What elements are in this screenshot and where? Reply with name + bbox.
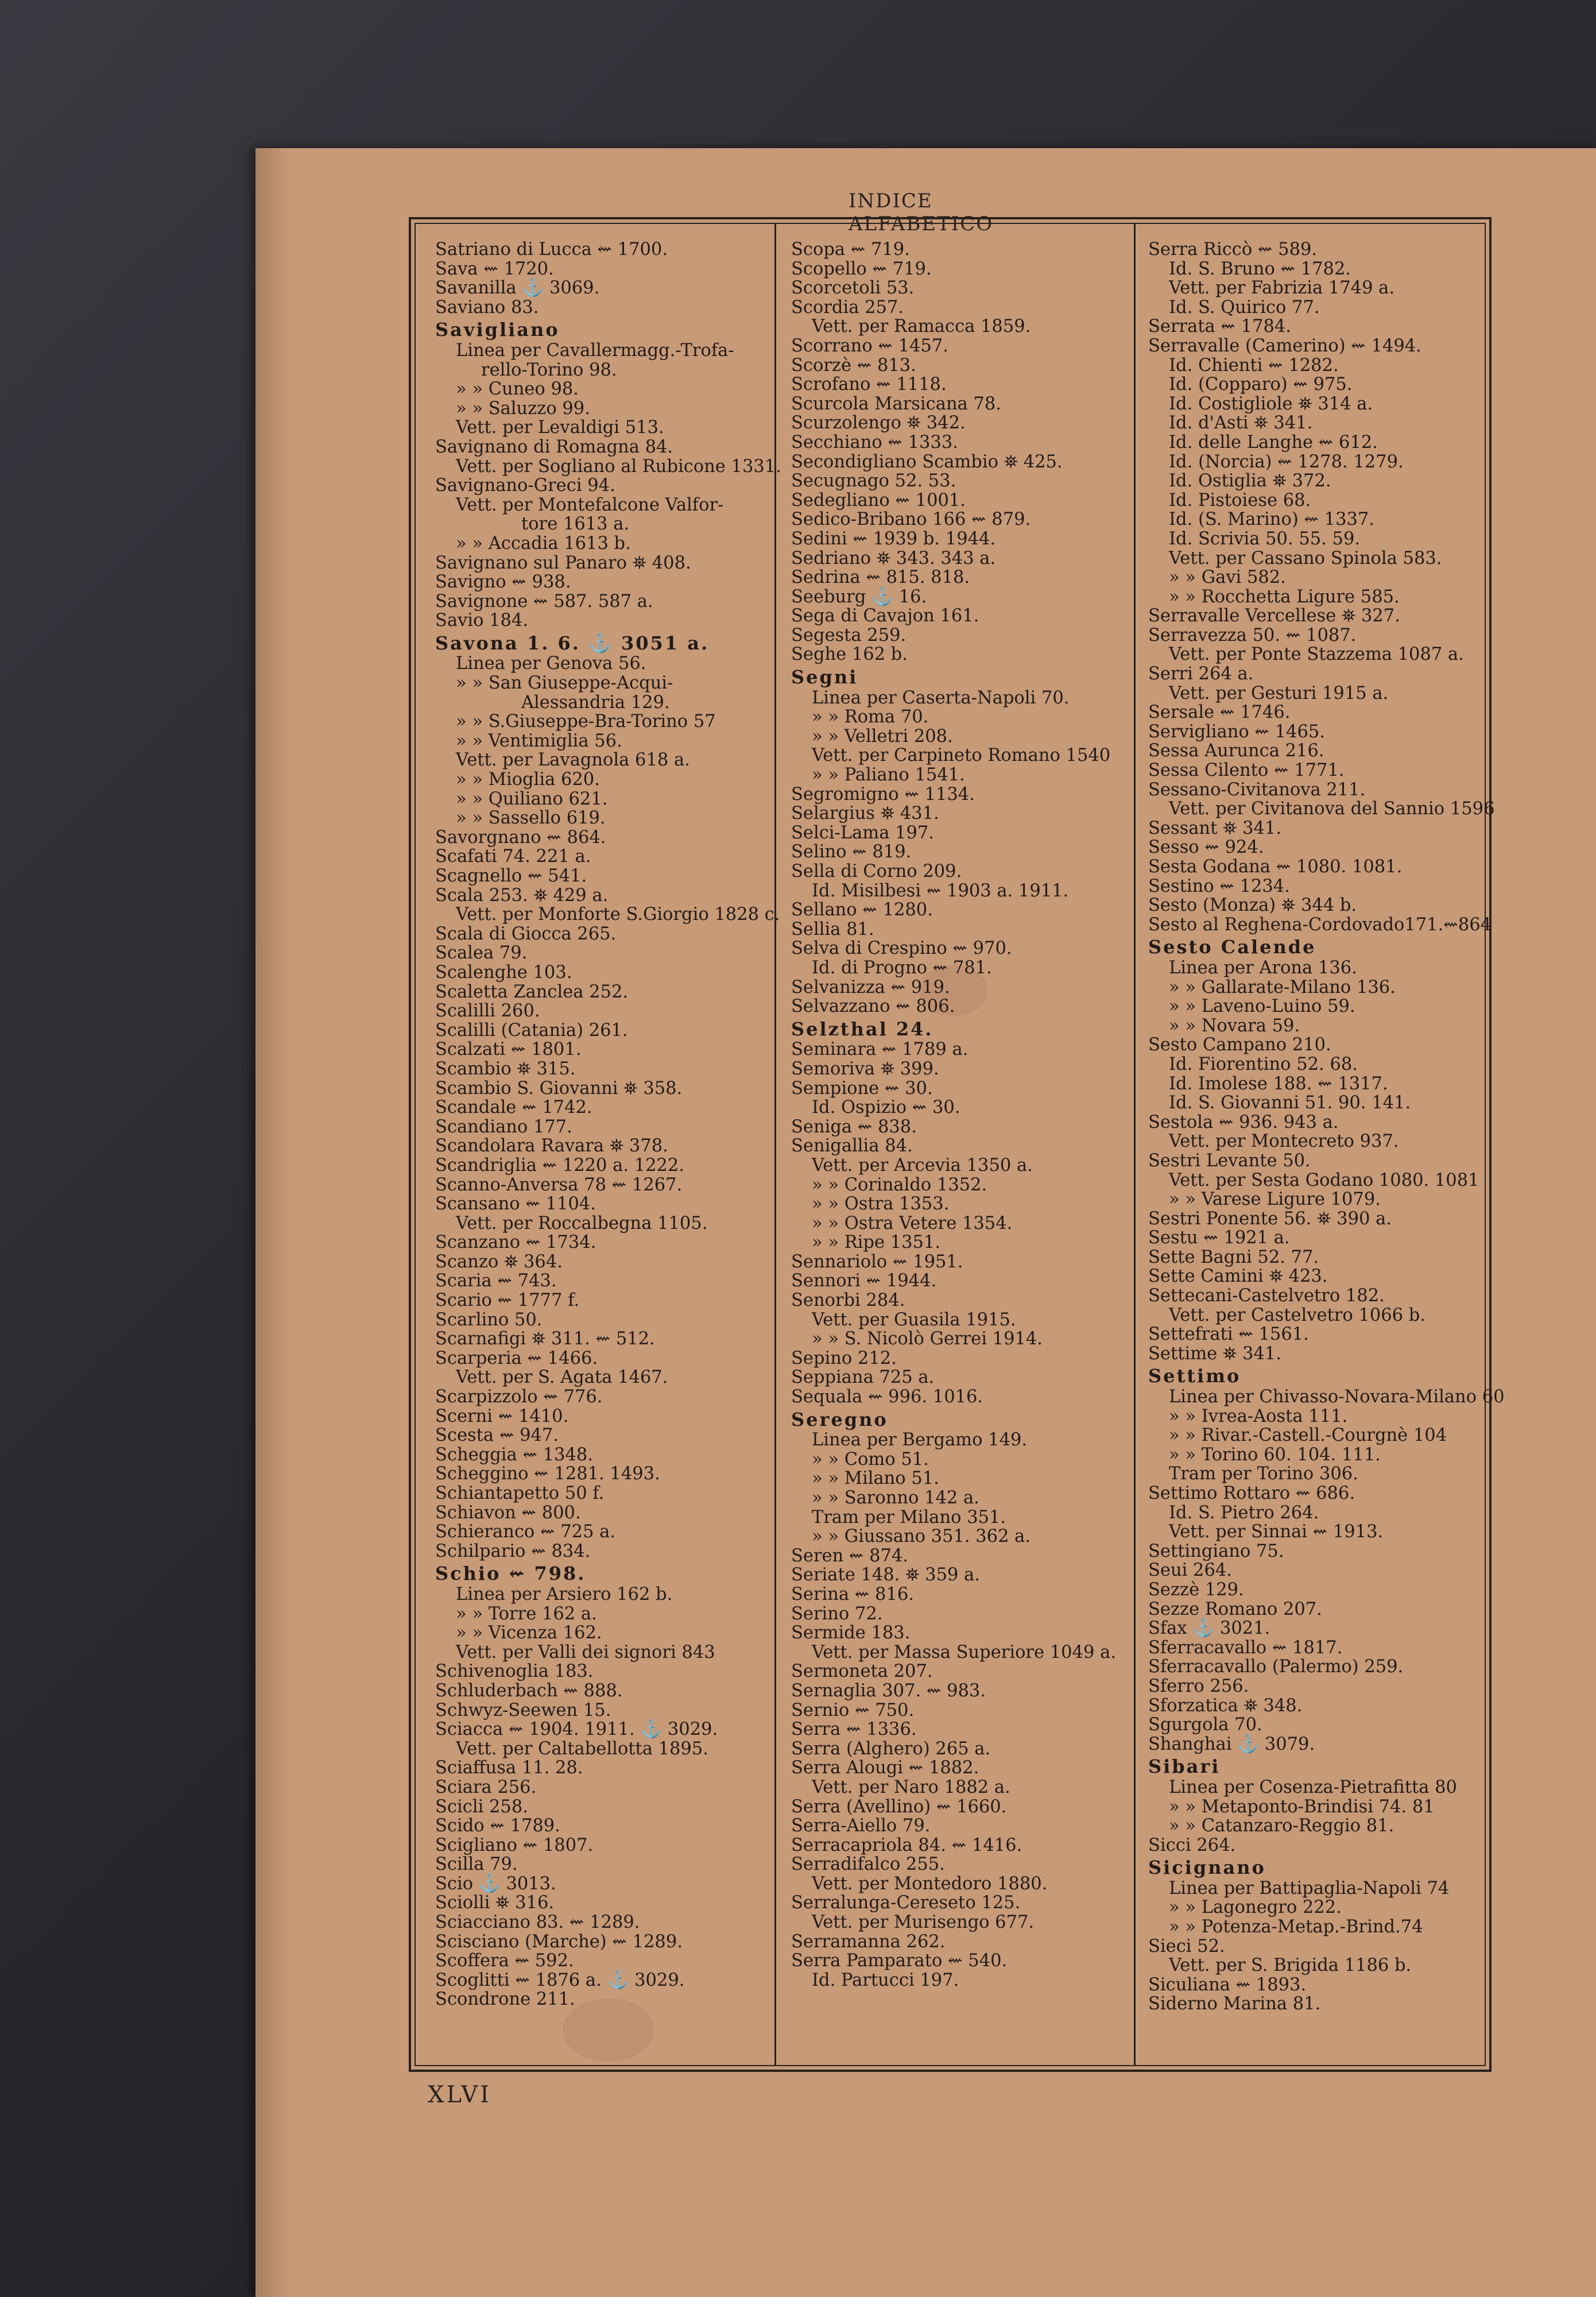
- index-entry: Serra-Aiello 79.: [791, 1816, 931, 1836]
- index-entry: Sieci 52.: [1148, 1936, 1225, 1956]
- index-entry: Sersale ⇜ 1746.: [1148, 702, 1291, 723]
- index-entry: Serina ⇜ 816.: [791, 1584, 914, 1604]
- index-entry: Sennariolo ⇜ 1951.: [791, 1251, 963, 1272]
- index-heading: Savona 1. 6. ⚓ 3051 a.: [435, 632, 710, 654]
- index-entry: Selci-Lama 197.: [791, 822, 934, 843]
- index-entry: Sedegliano ⇜ 1001.: [791, 490, 966, 511]
- index-entry: Sesto al Reghena-Cordovado171.⇜864: [1148, 914, 1492, 935]
- index-entry: Vett. per S. Agata 1467.: [456, 1367, 668, 1388]
- index-entry: Vett. per Montefalcone Valfor-: [456, 494, 724, 515]
- index-entry: Scandriglia ⇜ 1220 a. 1222.: [435, 1155, 685, 1175]
- index-entry: Secchiano ⇜ 1333.: [791, 432, 958, 453]
- index-entry: Sedico-Bribano 166 ⇜ 879.: [791, 509, 1031, 530]
- index-entry: Senorbi 284.: [791, 1290, 905, 1311]
- index-entry: Scorrano ⇜ 1457.: [791, 335, 948, 356]
- index-entry: Sciara 256.: [435, 1777, 537, 1797]
- index-entry: Sennori ⇜ 1944.: [791, 1271, 937, 1291]
- index-entry: Savigno ⇜ 938.: [435, 572, 571, 593]
- index-entry: Alessandria 129.: [521, 692, 670, 713]
- index-entry: Scarnafigi ⛯ 311. ⇜ 512.: [435, 1329, 655, 1349]
- index-entry: Id. S. Quirico 77.: [1169, 297, 1320, 318]
- index-entry: » » Quiliano 621.: [456, 788, 608, 809]
- index-entry: Scandiano 177.: [435, 1116, 572, 1137]
- index-entry: Sestri Levante 50.: [1148, 1150, 1311, 1171]
- index-entry: Seminara ⇜ 1789 a.: [791, 1039, 969, 1060]
- index-entry: » » S. Nicolò Gerrei 1914.: [812, 1329, 1043, 1349]
- index-entry: Scaria ⇜ 743.: [435, 1271, 557, 1291]
- index-entry: » » Velletri 208.: [812, 726, 953, 747]
- index-entry: Vett. per Ponte Stazzema 1087 a.: [1169, 644, 1464, 665]
- index-entry: Vett. per Sesta Godano 1080. 1081: [1169, 1170, 1479, 1190]
- index-entry: Id. Costigliole ⛯ 314 a.: [1169, 393, 1373, 414]
- index-entry: » » Ventimiglia 56.: [456, 730, 622, 751]
- index-entry: Sestino ⇜ 1234.: [1148, 876, 1290, 896]
- index-entry: Sgurgola 70.: [1148, 1715, 1262, 1735]
- index-entry: Sezzè 129.: [1148, 1579, 1244, 1600]
- index-entry: Linea per Cosenza-Pietrafitta 80: [1169, 1777, 1457, 1797]
- page-header: INDICE ALFABETICO: [849, 190, 994, 235]
- index-entry: » » Ostra 1353.: [812, 1194, 950, 1215]
- index-entry: Selino ⇜ 819.: [791, 842, 912, 863]
- index-entry: Id. Misilbesi ⇜ 1903 a. 1911.: [812, 880, 1069, 901]
- index-entry: Sesta Godana ⇜ 1080. 1081.: [1148, 857, 1403, 877]
- index-entry: Vett. per Carpineto Romano 1540: [812, 745, 1111, 766]
- index-entry: Vett. per Massa Superiore 1049 a.: [812, 1642, 1116, 1662]
- index-entry: » » Saluzzo 99.: [456, 398, 590, 419]
- column-rule-2: [1134, 223, 1136, 2066]
- index-entry: » » Saronno 142 a.: [812, 1488, 979, 1508]
- index-entry: Sette Camini ⛯ 423.: [1148, 1266, 1328, 1287]
- index-entry: » » Cuneo 98.: [456, 379, 579, 400]
- index-entry: Savignone ⇜ 587. 587 a.: [435, 591, 653, 612]
- index-entry: » » Rivar.-Castell.-Courgnè 104: [1169, 1425, 1447, 1446]
- index-entry: Id. S. Giovanni 51. 90. 141.: [1169, 1093, 1411, 1113]
- index-entry: rello-Torino 98.: [481, 359, 617, 380]
- index-entry: Serracapriola 84. ⇜ 1416.: [791, 1835, 1022, 1855]
- page-number: XLVI: [428, 2082, 491, 2108]
- index-entry: Scorcetoli 53.: [791, 278, 915, 299]
- index-entry: Vett. per S. Brigida 1186 b.: [1169, 1955, 1412, 1976]
- index-entry: Sezze Romano 207.: [1148, 1599, 1322, 1619]
- index-entry: Sciaffusa 11. 28.: [435, 1758, 583, 1778]
- index-entry: Vett. per Sinnai ⇜ 1913.: [1169, 1522, 1384, 1542]
- index-entry: Scaletta Zanclea 252.: [435, 981, 629, 1002]
- index-entry: Id. Partucci 197.: [812, 1970, 959, 1990]
- index-entry: Seghe 162 b.: [791, 644, 908, 665]
- index-entry: Id. (Copparo) ⇜ 975.: [1169, 374, 1353, 395]
- index-entry: » » Gallarate-Milano 136.: [1169, 977, 1396, 997]
- index-entry: Schiavon ⇜ 800.: [435, 1502, 581, 1523]
- index-entry: Scido ⇜ 1789.: [435, 1816, 560, 1836]
- index-entry: Tram per Torino 306.: [1169, 1464, 1358, 1484]
- index-entry: Scerni ⇜ 1410.: [435, 1406, 569, 1426]
- index-entry: Sestu ⇜ 1921 a.: [1148, 1228, 1290, 1248]
- index-entry: Sfax ⚓ 3021.: [1148, 1618, 1270, 1639]
- index-entry: Secugnago 52. 53.: [791, 471, 956, 492]
- index-entry: Tram per Milano 351.: [812, 1507, 1006, 1528]
- index-entry: Sedriano ⛯ 343. 343 a.: [791, 548, 996, 569]
- index-entry: Scilla 79.: [435, 1854, 518, 1875]
- index-entry: Sernio ⇜ 750.: [791, 1700, 915, 1720]
- index-entry: Sernaglia 307. ⇜ 983.: [791, 1680, 986, 1701]
- index-entry: Scalenghe 103.: [435, 962, 572, 983]
- index-entry: Scanzano ⇜ 1734.: [435, 1232, 596, 1253]
- index-entry: Vett. per Lavagnola 618 a.: [456, 750, 690, 771]
- index-entry: Sessa Aurunca 216.: [1148, 741, 1324, 761]
- index-entry: Sermide 183.: [791, 1623, 911, 1644]
- index-entry: » » Novara 59.: [1169, 1015, 1300, 1036]
- index-entry: Sciolli ⛯ 316.: [435, 1893, 555, 1913]
- index-entry: Sempione ⇜ 30.: [791, 1078, 933, 1099]
- index-entry: » » Roma 70.: [812, 707, 929, 728]
- index-entry: Id. Ospizio ⇜ 30.: [812, 1097, 960, 1118]
- index-entry: Serradifalco 255.: [791, 1854, 945, 1875]
- index-entry: Vett. per Montecreto 937.: [1169, 1131, 1399, 1152]
- index-entry: Scarperia ⇜ 1466.: [435, 1348, 598, 1368]
- index-entry: Shanghai ⚓ 3079.: [1148, 1734, 1315, 1754]
- index-entry: » » Potenza-Metap.-Brind.74: [1169, 1917, 1423, 1938]
- index-entry: Id. (Norcia) ⇜ 1278. 1279.: [1169, 451, 1404, 472]
- index-entry: » » Como 51.: [812, 1449, 929, 1470]
- index-heading: Settimo: [1148, 1365, 1241, 1387]
- index-entry: Segesta 259.: [791, 625, 907, 645]
- index-entry: Scandale ⇜ 1742.: [435, 1097, 592, 1118]
- index-entry: Scesta ⇜ 947.: [435, 1425, 559, 1446]
- index-entry: Schiantapetto 50 f.: [435, 1483, 605, 1503]
- index-entry: Sedrina ⇜ 815. 818.: [791, 567, 970, 588]
- index-entry: Serralunga-Cereseto 125.: [791, 1893, 1021, 1913]
- index-entry: Id. Fiorentino 52. 68.: [1169, 1054, 1358, 1074]
- index-entry: Siderno Marina 81.: [1148, 1994, 1321, 2014]
- index-entry: Sellano ⇜ 1280.: [791, 900, 933, 921]
- page-gutter-shadow: [255, 148, 290, 2297]
- index-heading: Sicignano: [1148, 1857, 1266, 1879]
- index-entry: Scanzo ⛯ 364.: [435, 1251, 563, 1272]
- index-heading: Selzthal 24.: [791, 1018, 933, 1040]
- index-entry: Linea per Arona 136.: [1169, 957, 1357, 978]
- index-entry: Vett. per Guasila 1915.: [812, 1309, 1016, 1330]
- index-entry: Selargius ⛯ 431.: [791, 803, 939, 824]
- index-entry: Savorgnano ⇜ 864.: [435, 827, 606, 848]
- index-entry: Schilpario ⇜ 834.: [435, 1541, 591, 1561]
- index-entry: Scheggino ⇜ 1281. 1493.: [435, 1464, 660, 1484]
- index-entry: Sava ⇜ 1720.: [435, 258, 554, 279]
- index-entry: Seui 264.: [1148, 1560, 1232, 1581]
- index-entry: Scagnello ⇜ 541.: [435, 866, 587, 886]
- index-entry: Linea per Arsiero 162 b.: [456, 1584, 673, 1604]
- index-entry: Settefrati ⇜ 1561.: [1148, 1324, 1309, 1345]
- index-entry: Scario ⇜ 1777 f.: [435, 1290, 580, 1311]
- index-entry: Sestola ⇜ 936. 943 a.: [1148, 1112, 1339, 1132]
- index-entry: Vett. per Levaldigi 513.: [456, 417, 664, 438]
- index-entry: Vett. per Gesturi 1915 a.: [1169, 683, 1389, 703]
- index-entry: Siculiana ⇜ 1893.: [1148, 1974, 1307, 1995]
- index-entry: Vett. per Monforte S.Giorgio 1828 c.: [456, 904, 780, 925]
- index-entry: » » San Giuseppe-Acqui-: [456, 673, 673, 694]
- index-heading: Segni: [791, 666, 858, 689]
- index-entry: Secondigliano Scambio ⛯ 425.: [791, 451, 1063, 472]
- index-entry: » » Torino 60. 104. 111.: [1169, 1444, 1381, 1465]
- index-column-2: [791, 240, 1130, 1990]
- index-entry: Savignano-Greci 94.: [435, 475, 615, 496]
- index-entry: Scondrone 211.: [435, 1989, 575, 2010]
- index-entry: Linea per Battipaglia-Napoli 74: [1169, 1878, 1450, 1898]
- index-entry: Sesso ⇜ 924.: [1148, 837, 1264, 858]
- index-entry: Settecani-Castelvetro 182.: [1148, 1286, 1385, 1306]
- index-entry: Seppiana 725 a.: [791, 1367, 935, 1388]
- index-entry: » » Vicenza 162.: [456, 1623, 602, 1644]
- index-entry: Scoglitti ⇜ 1876 a. ⚓ 3029.: [435, 1970, 685, 1990]
- index-entry: Serravalle (Camerino) ⇜ 1494.: [1148, 335, 1421, 356]
- index-entry: » » Varese Ligure 1079.: [1169, 1189, 1381, 1210]
- index-entry: » » Mioglia 620.: [456, 769, 600, 790]
- index-entry: Scurcola Marsicana 78.: [791, 393, 1001, 414]
- index-entry: Savignano di Romagna 84.: [435, 436, 673, 457]
- index-entry: Id. Chienti ⇜ 1282.: [1169, 355, 1339, 376]
- index-heading: Schio ⇜ 798.: [435, 1563, 586, 1585]
- index-entry: Vett. per Valli dei signori 843: [456, 1642, 715, 1662]
- index-entry: Scala di Giocca 265.: [435, 923, 617, 944]
- index-entry: Vett. per Arcevia 1350 a.: [812, 1155, 1033, 1175]
- index-entry: Sforzatica ⛯ 348.: [1148, 1695, 1303, 1716]
- index-entry: Sesto Campano 210.: [1148, 1035, 1331, 1055]
- index-entry: Serravalle Vercellese ⛯ 327.: [1148, 606, 1400, 627]
- index-entry: Linea per Cavallermagg.-Trofa-: [456, 340, 734, 361]
- index-entry: Id. (S. Marino) ⇜ 1337.: [1169, 509, 1374, 530]
- index-entry: Serra (Avellino) ⇜ 1660.: [791, 1796, 1007, 1817]
- index-entry: Scorzè ⇜ 813.: [791, 355, 916, 376]
- index-entry: Scambio S. Giovanni ⛯ 358.: [435, 1078, 683, 1099]
- index-entry: Servigliano ⇜ 1465.: [1148, 721, 1325, 742]
- index-entry: » » S.Giuseppe-Bra-Torino 57: [456, 711, 716, 732]
- index-heading: Savigliano: [435, 319, 560, 341]
- index-entry: » » Ostra Vetere 1354.: [812, 1213, 1013, 1233]
- index-entry: Scopa ⇜ 719.: [791, 239, 910, 260]
- index-heading: Sesto Calende: [1148, 936, 1316, 958]
- index-entry: Scio ⚓ 3013.: [435, 1873, 556, 1894]
- index-entry: Linea per Genova 56.: [456, 653, 646, 674]
- index-entry: tore 1613 a.: [521, 514, 630, 535]
- index-entry: Sestri Ponente 56. ⛯ 390 a.: [1148, 1208, 1392, 1229]
- index-entry: Sella di Corno 209.: [791, 861, 962, 881]
- index-entry: Linea per Chivasso-Novara-Milano 60: [1169, 1387, 1505, 1407]
- index-entry: Semoriva ⛯ 399.: [791, 1058, 939, 1079]
- index-entry: Id. d'Asti ⛯ 341.: [1169, 413, 1313, 434]
- index-entry: Settime ⛯ 341.: [1148, 1343, 1281, 1364]
- index-entry: Id. Scrivia 50. 55. 59.: [1169, 528, 1361, 549]
- index-entry: Sette Bagni 52. 77.: [1148, 1247, 1319, 1267]
- index-entry: Settingiano 75.: [1148, 1541, 1284, 1561]
- index-entry: » » Ivrea-Aosta 111.: [1169, 1406, 1348, 1426]
- index-entry: Seeburg ⚓ 16.: [791, 586, 927, 607]
- index-entry: Scambio ⛯ 315.: [435, 1058, 576, 1079]
- index-entry: Sferracavallo (Palermo) 259.: [1148, 1657, 1404, 1677]
- index-entry: Linea per Bergamo 149.: [812, 1430, 1028, 1451]
- index-entry: Vett. per Fabrizia 1749 a.: [1169, 278, 1395, 299]
- index-entry: Segromigno ⇜ 1134.: [791, 784, 975, 805]
- index-entry: Scurzolengo ⛯ 342.: [791, 413, 966, 434]
- index-entry: Id. di Progno ⇜ 781.: [812, 957, 992, 978]
- index-entry: Scicli 258.: [435, 1796, 528, 1817]
- index-entry: Vett. per Montedoro 1880.: [812, 1873, 1048, 1894]
- index-entry: Vett. per Ramacca 1859.: [812, 316, 1031, 337]
- index-entry: Sicci 264.: [1148, 1835, 1236, 1855]
- index-column-1: [435, 239, 781, 2010]
- index-entry: Serra Pamparato ⇜ 540.: [791, 1951, 1008, 1971]
- index-entry: Seniga ⇜ 838.: [791, 1116, 917, 1137]
- index-entry: » » Corinaldo 1352.: [812, 1174, 987, 1195]
- index-entry: » » Milano 51.: [812, 1468, 939, 1489]
- index-entry: Scisciano (Marche) ⇜ 1289.: [435, 1931, 683, 1952]
- index-entry: Sequala ⇜ 996. 1016.: [791, 1387, 983, 1407]
- index-entry: Senigallia 84.: [791, 1136, 913, 1157]
- index-entry: » » Sassello 619.: [456, 808, 606, 829]
- index-entry: Vett. per Murisengo 677.: [812, 1912, 1035, 1933]
- index-entry: » » Rocchetta Ligure 585.: [1169, 586, 1400, 607]
- index-entry: Vett. per Roccalbegna 1105.: [456, 1213, 708, 1233]
- index-entry: Sellia 81.: [791, 919, 874, 939]
- index-entry: Sessa Cilento ⇜ 1771.: [1148, 760, 1345, 781]
- index-entry: Scalilli (Catania) 261.: [435, 1020, 628, 1041]
- index-entry: Linea per Caserta-Napoli 70.: [812, 687, 1070, 708]
- index-entry: Scalea 79.: [435, 943, 528, 964]
- index-entry: Scigliano ⇜ 1807.: [435, 1835, 594, 1855]
- index-entry: » » Metaponto-Brindisi 74. 81: [1169, 1796, 1435, 1817]
- index-entry: Scandolara Ravara ⛯ 378.: [435, 1136, 668, 1157]
- index-entry: Serra ⇜ 1336.: [791, 1719, 917, 1740]
- index-entry: Settimo Rottaro ⇜ 686.: [1148, 1483, 1355, 1503]
- index-entry: » » Giussano 351. 362 a.: [812, 1526, 1031, 1547]
- index-entry: » » Paliano 1541.: [812, 765, 965, 786]
- index-entry: Scala 253. ⛯ 429 a.: [435, 885, 609, 906]
- index-entry: Sermoneta 207.: [791, 1661, 933, 1682]
- index-entry: Sedini ⇜ 1939 b. 1944.: [791, 528, 996, 549]
- index-entry: Serino 72.: [791, 1603, 883, 1624]
- index-entry: » » Lagonegro 222.: [1169, 1897, 1342, 1918]
- index-entry: Satriano di Lucca ⇜ 1700.: [435, 239, 668, 260]
- index-entry: Scordia 257.: [791, 297, 904, 318]
- index-entry: Savanilla ⚓ 3069.: [435, 278, 600, 299]
- index-entry: Serra Alougi ⇜ 1882.: [791, 1758, 979, 1778]
- index-entry: Sciacca ⇜ 1904. 1911. ⚓ 3029.: [435, 1719, 718, 1740]
- index-entry: Schwyz-Seewen 15.: [435, 1700, 611, 1720]
- index-entry: Vett. per Naro 1882 a.: [812, 1777, 1010, 1797]
- index-entry: Id. S. Pietro 264.: [1169, 1502, 1319, 1523]
- index-entry: Selvazzano ⇜ 806.: [791, 996, 955, 1017]
- index-entry: Sessano-Civitanova 211.: [1148, 779, 1366, 800]
- index-entry: Serra Riccò ⇜ 589.: [1148, 239, 1318, 260]
- index-entry: Scalzati ⇜ 1801.: [435, 1039, 582, 1060]
- index-entry: Scrofano ⇜ 1118.: [791, 374, 947, 395]
- index-entry: » » Accadia 1613 b.: [456, 533, 631, 554]
- index-entry: Scanno-Anversa 78 ⇜ 1267.: [435, 1174, 683, 1195]
- index-entry: Schieranco ⇜ 725 a.: [435, 1522, 616, 1542]
- index-entry: Seren ⇜ 874.: [791, 1545, 909, 1566]
- index-entry: Sferracavallo ⇜ 1817.: [1148, 1637, 1343, 1658]
- index-entry: Scoffera ⇜ 592.: [435, 1951, 574, 1971]
- index-entry: Vett. per Sogliano al Rubicone 1331.: [456, 456, 781, 477]
- index-entry: Seriate 148. ⛯ 359 a.: [791, 1565, 980, 1586]
- index-entry: Selva di Crespino ⇜ 970.: [791, 938, 1012, 959]
- index-entry: Serravezza 50. ⇜ 1087.: [1148, 625, 1357, 645]
- index-entry: Scafati 74. 221 a.: [435, 846, 591, 867]
- index-heading: Seregno: [791, 1408, 888, 1430]
- index-entry: Serra (Alghero) 265 a.: [791, 1738, 991, 1759]
- index-entry: Sessant ⛯ 341.: [1148, 818, 1282, 838]
- index-entry: Sciacciano 83. ⇜ 1289.: [435, 1912, 640, 1933]
- index-entry: Sesto (Monza) ⛯ 344 b.: [1148, 895, 1357, 916]
- index-entry: Id. delle Langhe ⇜ 612.: [1169, 432, 1378, 453]
- index-entry: » » Torre 162 a.: [456, 1603, 597, 1624]
- index-entry: Scopello ⇜ 719.: [791, 258, 932, 279]
- index-entry: Schivenoglia 183.: [435, 1661, 594, 1682]
- index-entry: Vett. per Castelvetro 1066 b.: [1169, 1305, 1425, 1325]
- index-entry: Id. S. Bruno ⇜ 1782.: [1169, 258, 1351, 279]
- index-entry: Serramanna 262.: [791, 1931, 946, 1952]
- index-entry: Vett. per Caltabellotta 1895.: [456, 1738, 708, 1759]
- index-entry: Scarpizzolo ⇜ 776.: [435, 1387, 603, 1407]
- index-entry: Sferro 256.: [1148, 1676, 1249, 1696]
- index-entry: » » Catanzaro-Reggio 81.: [1169, 1816, 1394, 1836]
- index-entry: Serri 264 a.: [1148, 664, 1254, 685]
- index-entry: Schluderbach ⇜ 888.: [435, 1680, 623, 1701]
- index-entry: Vett. per Cassano Spinola 583.: [1169, 548, 1442, 569]
- index-entry: Scansano ⇜ 1104.: [435, 1194, 596, 1215]
- column-rule-1: [774, 223, 776, 2066]
- index-entry: Savignano sul Panaro ⛯ 408.: [435, 552, 691, 573]
- index-entry: Savio 184.: [435, 610, 529, 631]
- index-entry: Scheggia ⇜ 1348.: [435, 1444, 593, 1465]
- index-entry: » » Laveno-Luino 59.: [1169, 996, 1355, 1017]
- index-entry: Serrata ⇜ 1784.: [1148, 316, 1291, 337]
- index-entry: » » Gavi 582.: [1169, 567, 1286, 588]
- index-entry: Sepino 212.: [791, 1348, 897, 1368]
- index-entry: Scarlino 50.: [435, 1309, 543, 1330]
- index-entry: Id. Ostiglia ⛯ 372.: [1169, 471, 1331, 492]
- index-entry: Saviano 83.: [435, 297, 539, 318]
- index-entry: Scalilli 260.: [435, 1001, 540, 1022]
- index-entry: Selvanizza ⇜ 919.: [791, 977, 950, 997]
- index-column-3: [1148, 239, 1505, 2014]
- index-entry: Id. Pistoiese 68.: [1169, 490, 1311, 511]
- index-entry: Id. Imolese 188. ⇜ 1317.: [1169, 1073, 1388, 1094]
- index-entry: Sega di Cavajon 161.: [791, 606, 979, 627]
- index-entry: Vett. per Civitanova del Sannio 1596: [1169, 799, 1495, 819]
- index-entry: » » Ripe 1351.: [812, 1232, 941, 1253]
- index-heading: Sibari: [1148, 1755, 1221, 1778]
